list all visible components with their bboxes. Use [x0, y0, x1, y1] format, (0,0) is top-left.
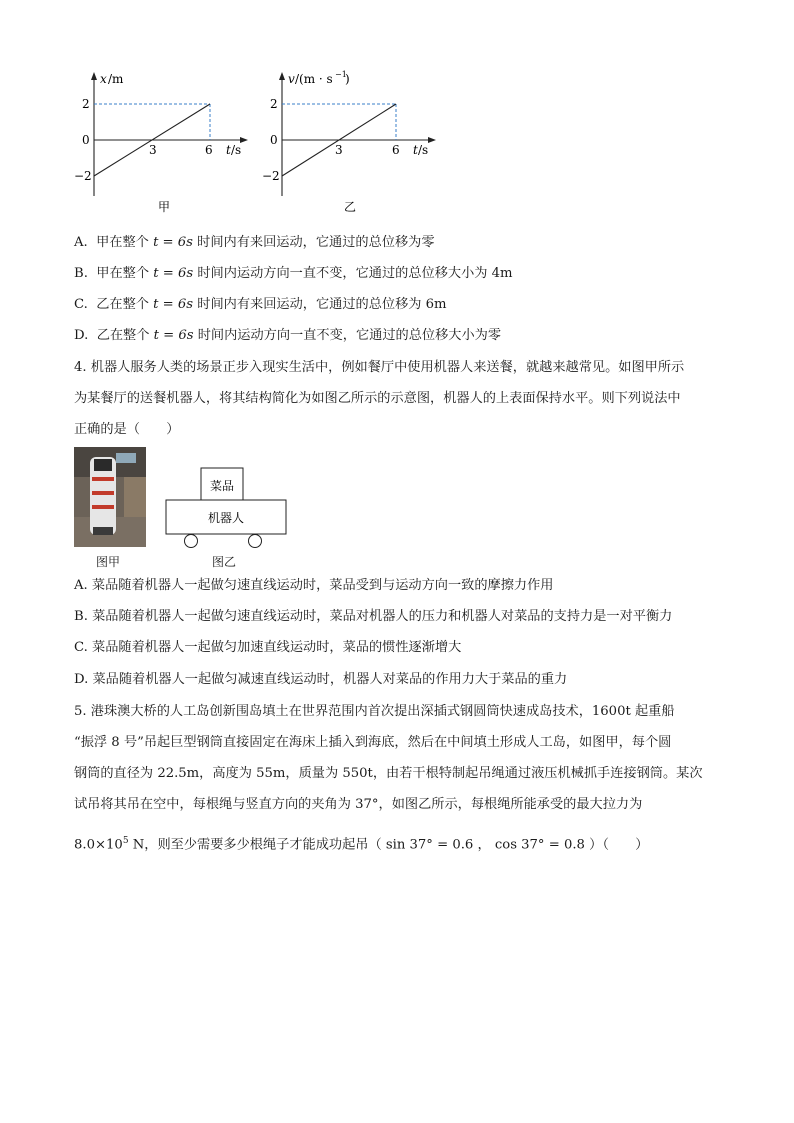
ylabel-unit: /m [108, 72, 124, 86]
ylabel-var: v [288, 72, 295, 86]
q5-question-text: N，则至少需要多少根绳子才能成功起吊（ sin 37° = 0.6 ， cos 37° = 0.8 ）（ ） [128, 837, 649, 853]
q3-option-c [74, 296, 447, 314]
xlabel-unit: /s [231, 143, 242, 157]
fig-yi-caption: 图乙 [212, 555, 237, 569]
option-letter: A. [74, 235, 88, 250]
option-text: 甲在整个 [96, 266, 150, 281]
caption-yi: 乙 [344, 200, 357, 214]
xlabel-var: t [226, 143, 231, 157]
xlabel-unit: /s [418, 143, 429, 157]
q5-stem-line5 [74, 832, 648, 854]
robot-photo [74, 447, 146, 547]
robot-label: 机器人 [207, 511, 245, 525]
q4-stem-line3: 正确的是（ ） [74, 422, 180, 437]
option-math: t = 6s [153, 266, 194, 281]
tick-y-zero: 0 [270, 133, 278, 147]
q4-option-d: D. 菜品随着机器人一起做匀减速直线运动时，机器人对菜品的作用力大于菜品的重力 [74, 672, 568, 687]
y-axis-arrow [91, 72, 97, 80]
ylabel-var: x [100, 72, 107, 86]
tick-x-end: 6 [392, 143, 400, 157]
force-value: 8.0×10 [74, 837, 123, 853]
option-text: 乙在整个 [96, 328, 150, 343]
tick-x-mid: 3 [149, 143, 157, 157]
option-letter: B. [74, 266, 88, 281]
x-axis-arrow [428, 137, 436, 143]
option-math: t = 6s [153, 297, 194, 312]
y-axis-arrow [279, 72, 285, 80]
graph-yi [262, 68, 442, 218]
tick-x-end: 6 [205, 143, 213, 157]
option-text: 时间内运动方向一直不变，它通过的总位移大小为零 [197, 328, 502, 343]
option-text: 甲在整个 [96, 235, 149, 250]
option-text: 时间内运动方向一直不变，它通过的总位移大小为 4m [197, 266, 513, 281]
q5-stem-line4: 试吊将其吊在空中，每根绳与竖直方向的夹角为 37°，如图乙所示，每根绳所能承受的最大拉力为 [74, 797, 643, 812]
q3-option-d [74, 327, 501, 345]
q4-option-b: B. 菜品随着机器人一起做匀速直线运动时，菜品对机器人的压力和机器人对菜品的支持力是一对平衡力 [74, 609, 673, 624]
tick-y-top: 2 [82, 97, 90, 111]
robot-schematic [160, 464, 292, 552]
ylabel-unit: /(m · s [295, 72, 333, 86]
q5-stem-line3: 钢筒的直径为 22.5m，高度为 55m，质量为 550t，由若干根特制起吊绳通过液压机械抓手连接钢筒。某次 [74, 766, 703, 781]
q4-stem-line1: 4. 机器人服务人类的场景正步入现实生活中，例如餐厅中使用机器人来送餐，就越来越常见。如图甲所示 [74, 360, 685, 375]
xlabel-var: t [413, 143, 418, 157]
option-text: 时间内有来回运动，它通过的总位移为 6m [197, 297, 447, 312]
q4-option-c: C. 菜品随着机器人一起做匀加速直线运动时，菜品的惯性逐渐增大 [74, 640, 462, 655]
wheel-left [185, 535, 198, 548]
ylabel-exp: −1 [335, 70, 347, 79]
force-exponent: 5 [122, 836, 129, 846]
q4-option-a: A. 菜品随着机器人一起做匀速直线运动时，菜品受到与运动方向一致的摩擦力作用 [74, 578, 554, 593]
dish-label: 菜品 [209, 479, 235, 493]
option-math: t = 6s [153, 328, 194, 343]
option-math: t = 6s [153, 235, 193, 250]
q4-stem-line2: 为某餐厅的送餐机器人，将其结构简化为如图乙所示的示意图，机器人的上表面保持水平。则下列说法中 [74, 391, 681, 406]
tick-y-top: 2 [270, 97, 278, 111]
tick-y-bottom: −2 [262, 169, 280, 183]
ylabel-close: ) [345, 72, 350, 86]
robot-photo-drawing [74, 447, 146, 547]
caption-jia: 甲 [158, 200, 171, 214]
option-letter: D. [74, 328, 89, 343]
wheel-right [249, 535, 262, 548]
option-text: 乙在整个 [96, 297, 149, 312]
tick-y-zero: 0 [82, 133, 90, 147]
option-letter: C. [74, 297, 88, 312]
q3-option-a [74, 234, 435, 252]
tick-x-mid: 3 [335, 143, 343, 157]
tick-y-bottom: −2 [74, 169, 92, 183]
q3-option-b [74, 265, 513, 283]
q5-stem-line1: 5. 港珠澳大桥的人工岛创新围岛填土在世界范围内首次提出深插式钢圆筒快速成岛技术，1600t 起重船 [74, 704, 675, 719]
option-text: 时间内有来回运动，它通过的总位移为零 [197, 235, 435, 250]
fig-jia-caption: 图甲 [96, 555, 121, 569]
graph-jia [74, 68, 254, 218]
q5-stem-line2: “振浮 8 号”吊起巨型钢筒直接固定在海床上插入到海底，然后在中间填土形成人工岛，如图甲，每个圆 [74, 735, 672, 750]
